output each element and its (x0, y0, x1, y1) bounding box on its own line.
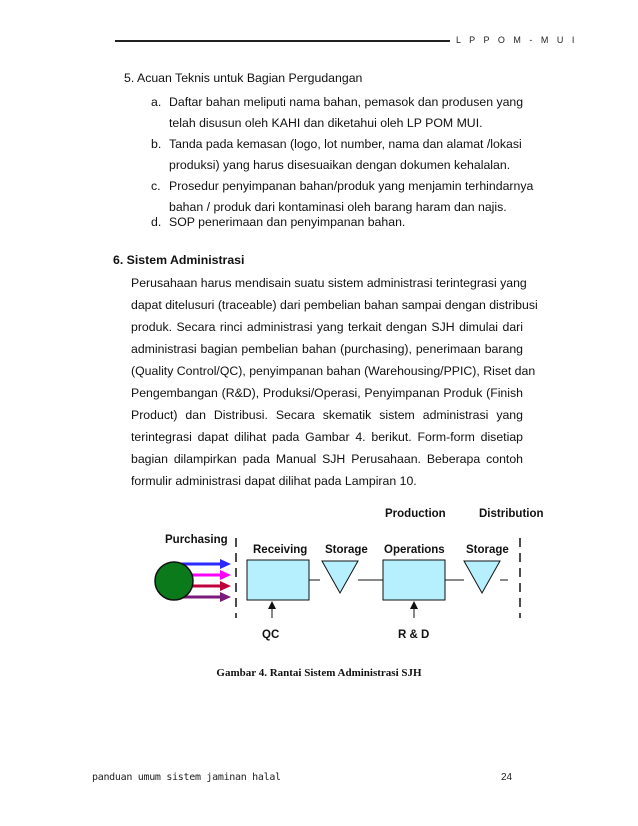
item-a-line1: Daftar bahan meliputi nama bahan, pemasok dan produsen yang (169, 95, 524, 109)
item-c-marker: c. (151, 179, 161, 193)
label-production: Production (385, 508, 446, 520)
section6-line: bagian dilampirkan pada Manual SJH Perusahaan. Beberapa contoh (131, 452, 523, 466)
header-title: L P P O M - M U I (456, 35, 578, 45)
section6-line: Product) dan Distribusi. Secara skematik sistem administrasi yang (131, 408, 523, 422)
item-b-marker: b. (151, 137, 162, 151)
item-a-line2: telah disusun oleh KAHI dan diketahui oleh LP POM MUI. (169, 116, 483, 130)
item-d-marker: d. (151, 215, 162, 229)
storage-triangle-products (464, 561, 500, 593)
page-number: 24 (501, 772, 513, 783)
section5-title: 5. Acuan Teknis untuk Bagian Pergudangan (124, 71, 363, 85)
label-purchasing: Purchasing (165, 534, 228, 546)
receiving-box (247, 560, 309, 600)
item-b-line2: produksi) yang harus disesuaikan dengan dokumen kehalalan. (169, 158, 511, 172)
figure-caption: Gambar 4. Rantai Sistem Administrasi SJH (216, 667, 422, 679)
label-receiving: Receiving (253, 544, 308, 556)
item-c-line1: Prosedur penyimpanan bahan/produk yang menjamin terhindarnya (169, 179, 534, 193)
footer-title: panduan umum sistem jaminan halal (92, 772, 281, 783)
storage-triangle-materials (322, 561, 358, 593)
qc-arrowhead (268, 601, 276, 609)
item-c-line2: bahan / produk dari kontaminasi oleh barang haram dan najis. (169, 200, 507, 214)
label-distribution: Distribution (479, 508, 544, 520)
item-d-line1: SOP penerimaan dan penyimpanan bahan. (169, 215, 406, 229)
section6-line: (Quality Control/QC), penyimpanan bahan (Warehousing/PPIC), Riset dan (131, 364, 536, 378)
section6-line: dapat ditelusuri (traceable) dari pembelian bahan sampai dengan distribusi (131, 298, 538, 312)
label-rnd: R & D (398, 629, 430, 641)
label-qc: QC (262, 629, 280, 641)
rnd-arrowhead (410, 601, 418, 609)
section6-line: administrasi bagian pembelian bahan (purchasing), penerimaan barang (131, 342, 523, 356)
section6-line: Perusahaan harus mendisain suatu sistem administrasi terintegrasi yang (131, 276, 527, 290)
operations-box (383, 560, 445, 600)
section6-line: formulir administrasi dapat dilihat pada Lampiran 10. (131, 474, 417, 488)
label-storage-products: Storage (466, 544, 509, 556)
item-b-line1: Tanda pada kemasan (logo, lot number, nama dan alamat /lokasi (169, 137, 522, 151)
section6-line: Pengembangan (R&D), Produksi/Operasi, Penyimpanan Produk (Finish (131, 386, 523, 400)
section6-line: terintegrasi dapat dilihat pada Gambar 4. berikut. Form-form disetiap (131, 430, 523, 444)
section6-title: 6. Sistem Administrasi (113, 253, 245, 267)
section6-line: produk. Secara rinci administrasi yang terkait dengan SJH dimulai dari (131, 320, 523, 334)
label-operations: Operations (384, 544, 445, 556)
purchasing-circle (155, 562, 193, 600)
label-storage-materials: Storage (325, 544, 368, 556)
item-a-marker: a. (151, 95, 162, 109)
